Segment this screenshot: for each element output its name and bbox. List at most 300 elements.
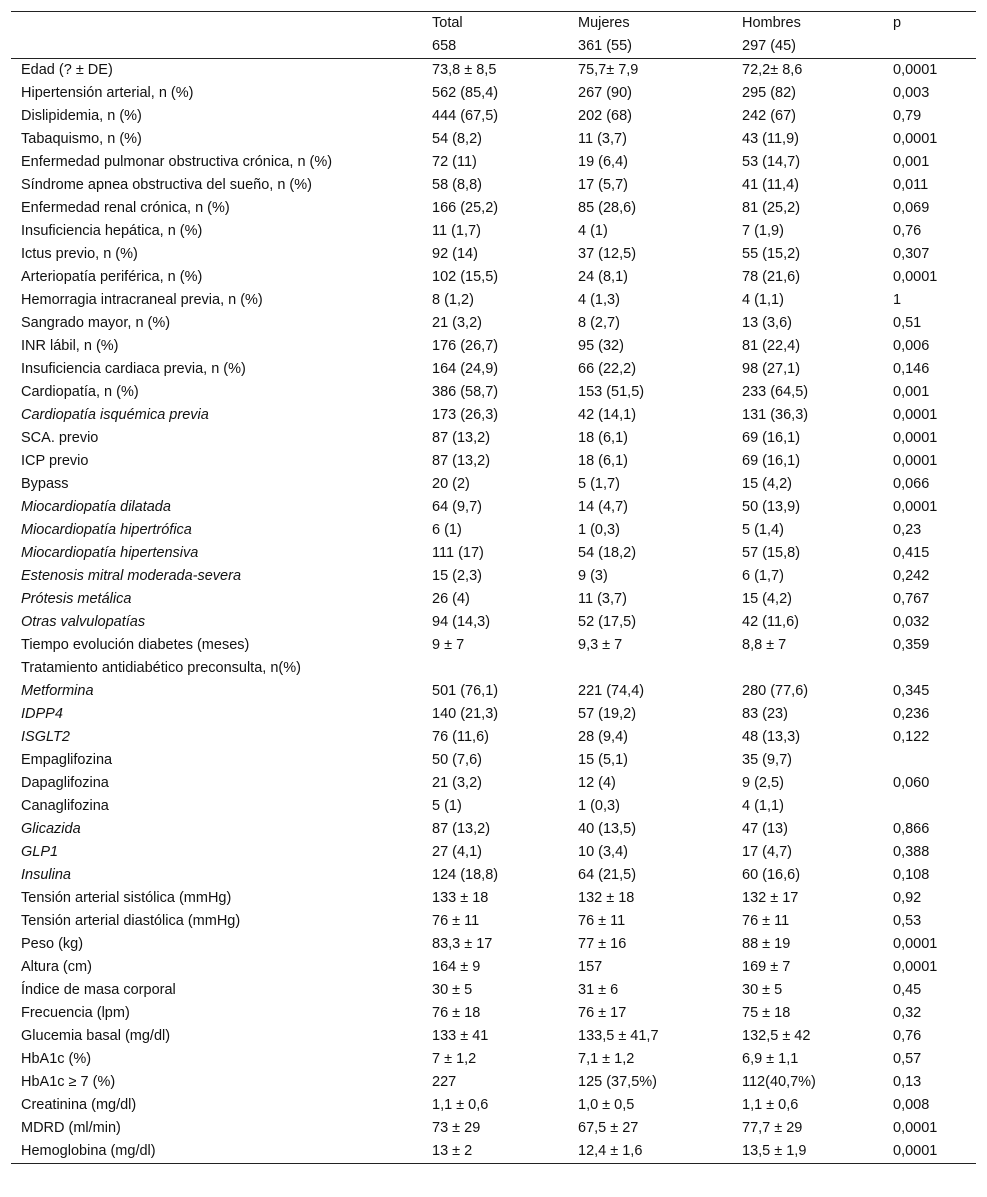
cell-p-value: 0,0001 — [893, 430, 938, 446]
row-label: Tensión arterial diastólica (mmHg) — [21, 913, 241, 929]
cell-hombres: 69 (16,1) — [742, 430, 801, 446]
cell-total: 227 — [432, 1074, 457, 1090]
cell-mujeres: 9 (3) — [578, 568, 608, 584]
row-label: ISGLT2 — [21, 729, 70, 745]
table-row — [11, 312, 976, 335]
row-label: Dapaglifozina — [21, 775, 109, 791]
table-row — [11, 289, 976, 312]
cell-total: 76 ± 11 — [432, 913, 480, 929]
cell-p-value: 0,76 — [893, 223, 922, 239]
row-label: Insuficiencia hepática, n (%) — [21, 223, 203, 239]
row-label: INR lábil, n (%) — [21, 338, 119, 354]
cell-hombres: 83 (23) — [742, 706, 788, 722]
cell-p-value: 0,011 — [893, 177, 929, 193]
row-label: Peso (kg) — [21, 936, 84, 952]
table-row — [11, 358, 976, 381]
cell-p-value: 0,008 — [893, 1097, 930, 1113]
table-row — [11, 910, 976, 933]
table-row — [11, 703, 976, 726]
count-p — [883, 35, 976, 59]
cell-mujeres: 52 (17,5) — [578, 614, 637, 630]
cell-hombres: 50 (13,9) — [742, 499, 801, 515]
cell-total: 87 (13,2) — [432, 453, 491, 469]
row-label: Tensión arterial sistólica (mmHg) — [21, 890, 232, 906]
cell-mujeres: 37 (12,5) — [578, 246, 637, 262]
table-row — [11, 128, 976, 151]
cell-mujeres: 31 ± 6 — [578, 982, 619, 998]
cell-mujeres: 66 (22,2) — [578, 361, 637, 377]
row-label: Prótesis metálica — [21, 591, 132, 607]
cell-total: 5 (1) — [432, 798, 462, 814]
row-label: HbA1c (%) — [21, 1051, 92, 1067]
table-row — [11, 450, 976, 473]
table-row — [11, 795, 976, 818]
cell-p-value: 0,0001 — [893, 407, 938, 423]
cell-mujeres: 5 (1,7) — [578, 476, 620, 492]
cell-mujeres: 77 ± 16 — [578, 936, 627, 952]
cell-p-value: 0,032 — [893, 614, 930, 630]
row-label: Bypass — [21, 476, 69, 492]
cell-p-value: 0,0001 — [893, 959, 938, 975]
cell-p-value: 0,53 — [893, 913, 922, 929]
cell-mujeres: 54 (18,2) — [578, 545, 637, 561]
cell-total: 164 (24,9) — [432, 361, 499, 377]
cell-hombres: 9 (2,5) — [742, 775, 784, 791]
cell-p-value: 0,060 — [893, 775, 930, 791]
row-label: ICP previo — [21, 453, 89, 469]
cell-p-value — [883, 795, 976, 818]
table-row — [11, 82, 976, 105]
table-row — [11, 749, 976, 772]
table-row — [11, 565, 976, 588]
cell-total: 94 (14,3) — [432, 614, 491, 630]
cell-mujeres: 10 (3,4) — [578, 844, 628, 860]
cell-p-value: 0,069 — [893, 200, 930, 216]
cell-p-value: 0,001 — [893, 154, 930, 170]
cell-hombres: 13,5 ± 1,9 — [732, 1140, 883, 1164]
table-row — [11, 1140, 976, 1164]
table-row — [11, 519, 976, 542]
cell-total: 87 (13,2) — [432, 430, 491, 446]
cell-hombres: 5 (1,4) — [742, 522, 784, 538]
row-label: Otras valvulopatías — [21, 614, 146, 630]
cell-mujeres: 64 (21,5) — [578, 867, 637, 883]
cell-total: 72 (11) — [432, 154, 477, 170]
cell-mujeres: 75,7± 7,9 — [578, 62, 639, 78]
cell-mujeres: 7,1 ± 1,2 — [578, 1051, 635, 1067]
table-row — [11, 174, 976, 197]
cell-hombres: 7 (1,9) — [742, 223, 784, 239]
cell-mujeres: 157 — [578, 959, 603, 975]
row-label: Insulina — [21, 867, 71, 883]
cell-mujeres: 125 (37,5%) — [578, 1074, 657, 1090]
cell-hombres: 6,9 ± 1,1 — [742, 1051, 799, 1067]
table-row — [11, 864, 976, 887]
cell-mujeres: 67,5 ± 27 — [578, 1120, 639, 1136]
row-label: GLP1 — [21, 844, 59, 860]
row-label: Glicazida — [21, 821, 81, 837]
row-label: Empaglifozina — [21, 752, 113, 768]
cell-hombres: 15 (4,2) — [742, 591, 792, 607]
table-row — [11, 956, 976, 979]
cell-mujeres: 28 (9,4) — [578, 729, 628, 745]
cell-total: 176 (26,7) — [432, 338, 499, 354]
cell-p-value — [883, 657, 976, 680]
row-label: Miocardiopatía dilatada — [21, 499, 171, 515]
row-label: Hipertensión arterial, n (%) — [21, 85, 194, 101]
cell-mujeres: 76 ± 11 — [578, 913, 626, 929]
cell-hombres: 98 (27,1) — [742, 361, 801, 377]
cell-mujeres: 267 (90) — [578, 85, 633, 101]
cell-hombres: 242 (67) — [742, 108, 797, 124]
cell-mujeres: 57 (19,2) — [578, 706, 637, 722]
cell-mujeres: 40 (13,5) — [578, 821, 637, 837]
table-row — [11, 841, 976, 864]
cell-total: 7 ± 1,2 — [432, 1051, 477, 1067]
cell-mujeres: 17 (5,7) — [578, 177, 628, 193]
count-empty — [11, 35, 422, 59]
table-row — [11, 243, 976, 266]
cell-total: 30 ± 5 — [432, 982, 473, 998]
cell-p-value: 0,32 — [893, 1005, 922, 1021]
row-label: Enfermedad renal crónica, n (%) — [21, 200, 230, 216]
cell-hombres: 1,1 ± 0,6 — [742, 1097, 799, 1113]
table-row — [11, 772, 976, 795]
cell-total: 73 ± 29 — [432, 1120, 481, 1136]
row-label: Dislipidemia, n (%) — [21, 108, 142, 124]
row-label: Índice de masa corporal — [21, 982, 176, 998]
row-label: MDRD (ml/min) — [21, 1120, 121, 1136]
row-label: IDPP4 — [21, 706, 63, 722]
cell-mujeres: 18 (6,1) — [578, 453, 628, 469]
row-label: SCA. previo — [21, 430, 99, 446]
cell-hombres: 132,5 ± 42 — [742, 1028, 811, 1044]
cell-total: 8 (1,2) — [432, 292, 474, 308]
row-label: Enfermedad pulmonar obstructiva crónica, n (%) — [21, 154, 333, 170]
cell-total: 21 (3,2) — [432, 775, 482, 791]
table-row — [11, 335, 976, 358]
row-label: Metformina — [21, 683, 94, 699]
cell-mujeres: 1 (0,3) — [578, 798, 620, 814]
cell-hombres: 72,2± 8,6 — [742, 62, 803, 78]
cell-hombres: 17 (4,7) — [742, 844, 792, 860]
cell-p-value: 0,0001 — [883, 1140, 976, 1164]
cell-hombres: 13 (3,6) — [742, 315, 792, 331]
header-mujeres: Mujeres — [568, 12, 732, 36]
table-row — [11, 588, 976, 611]
cell-p-value: 0,45 — [893, 982, 922, 998]
cell-p-value: 0,23 — [893, 522, 922, 538]
cell-mujeres: 202 (68) — [578, 108, 633, 124]
table-row — [11, 105, 976, 128]
cell-total: 562 (85,4) — [432, 85, 499, 101]
cell-total: 26 (4) — [432, 591, 470, 607]
cell-p-value: 0,76 — [893, 1028, 922, 1044]
cell-total: 21 (3,2) — [432, 315, 482, 331]
table-row — [11, 818, 976, 841]
cell-total: 11 (1,7) — [432, 223, 481, 239]
cell-total: 1,1 ± 0,6 — [432, 1097, 489, 1113]
cell-hombres: 53 (14,7) — [742, 154, 801, 170]
table-row — [11, 496, 976, 519]
cell-total: 73,8 ± 8,5 — [432, 62, 497, 78]
table-row — [11, 404, 976, 427]
cell-p-value: 0,066 — [893, 476, 930, 492]
cell-hombres: 112(40,7%) — [742, 1074, 816, 1090]
cell-p-value — [883, 749, 976, 772]
cell-hombres: 280 (77,6) — [742, 683, 809, 699]
cell-p-value: 0,0001 — [893, 499, 938, 515]
table-row — [11, 1117, 976, 1140]
cell-total: 6 (1) — [432, 522, 462, 538]
cell-p-value: 0,0001 — [893, 936, 938, 952]
row-label: Tabaquismo, n (%) — [21, 131, 142, 147]
count-mujeres: 361 (55) — [568, 35, 732, 59]
cell-p-value: 0,122 — [893, 729, 930, 745]
cell-hombres: 81 (25,2) — [742, 200, 801, 216]
cell-p-value: 0,0001 — [893, 453, 938, 469]
table-row — [11, 59, 976, 83]
cell-hombres: 132 ± 17 — [742, 890, 799, 906]
cell-p-value: 1 — [893, 292, 902, 308]
cell-total: 54 (8,2) — [432, 131, 482, 147]
cell-hombres — [732, 657, 883, 680]
cell-hombres: 57 (15,8) — [742, 545, 801, 561]
cell-total: 111 (17) — [432, 545, 484, 561]
cell-p-value: 0,236 — [893, 706, 930, 722]
row-label: Sangrado mayor, n (%) — [21, 315, 171, 331]
cell-p-value: 0,866 — [893, 821, 930, 837]
cell-total: 133 ± 18 — [432, 890, 489, 906]
cell-mujeres: 18 (6,1) — [578, 430, 628, 446]
cell-mujeres: 85 (28,6) — [578, 200, 637, 216]
cell-mujeres: 4 (1,3) — [578, 292, 620, 308]
cell-total — [422, 657, 568, 680]
cell-hombres: 81 (22,4) — [742, 338, 801, 354]
cell-p-value: 0,108 — [893, 867, 930, 883]
table-row — [11, 1094, 976, 1117]
cell-mujeres: 11 (3,7) — [578, 591, 627, 607]
cell-mujeres: 15 (5,1) — [578, 752, 628, 768]
characteristics-table — [11, 11, 976, 1164]
table-row — [11, 887, 976, 910]
cell-hombres: 42 (11,6) — [742, 614, 799, 630]
cell-hombres: 8,8 ± 7 — [742, 637, 787, 653]
cell-total: 140 (21,3) — [432, 706, 499, 722]
row-label: Tratamiento antidiabético preconsulta, n(%) — [21, 660, 301, 676]
cell-mujeres: 1,0 ± 0,5 — [578, 1097, 635, 1113]
row-label: Cardiopatía, n (%) — [21, 384, 139, 400]
cell-hombres: 4 (1,1) — [742, 292, 784, 308]
cell-p-value: 0,415 — [893, 545, 930, 561]
cell-p-value: 0,0001 — [893, 62, 938, 78]
cell-p-value: 0,345 — [893, 683, 930, 699]
header-row-labels — [11, 12, 976, 36]
table-row — [11, 473, 976, 496]
cell-total: 76 (11,6) — [432, 729, 489, 745]
cell-p-value: 0,92 — [893, 890, 922, 906]
cell-mujeres: 133,5 ± 41,7 — [578, 1028, 659, 1044]
cell-p-value: 0,006 — [893, 338, 930, 354]
row-label: Frecuencia (lpm) — [21, 1005, 130, 1021]
cell-mujeres: 9,3 ± 7 — [578, 637, 623, 653]
cell-hombres: 41 (11,4) — [742, 177, 799, 193]
cell-mujeres: 24 (8,1) — [578, 269, 628, 285]
cell-total: 9 ± 7 — [432, 637, 465, 653]
cell-mujeres: 12 (4) — [578, 775, 616, 791]
cell-p-value: 0,388 — [893, 844, 930, 860]
cell-mujeres: 14 (4,7) — [578, 499, 628, 515]
table-row — [11, 726, 976, 749]
table-row — [11, 197, 976, 220]
cell-total: 124 (18,8) — [432, 867, 499, 883]
cell-total: 386 (58,7) — [432, 384, 499, 400]
row-label: Insuficiencia cardiaca previa, n (%) — [21, 361, 246, 377]
table-row — [11, 634, 976, 657]
row-label: Ictus previo, n (%) — [21, 246, 138, 262]
count-hombres: 297 (45) — [732, 35, 883, 59]
table-row — [11, 680, 976, 703]
table-row — [11, 1071, 976, 1094]
table-header — [11, 12, 976, 59]
row-label: Altura (cm) — [21, 959, 92, 975]
cell-p-value: 0,79 — [893, 108, 922, 124]
table-body — [11, 59, 976, 1164]
header-empty — [11, 12, 422, 36]
cell-p-value: 0,242 — [893, 568, 930, 584]
row-label: Miocardiopatía hipertrófica — [21, 522, 192, 538]
table-row — [11, 1048, 976, 1071]
header-row-counts — [11, 35, 976, 59]
table-row — [11, 1002, 976, 1025]
header-p: p — [883, 12, 976, 36]
cell-hombres: 78 (21,6) — [742, 269, 801, 285]
table-row — [11, 266, 976, 289]
cell-p-value: 0,13 — [893, 1074, 922, 1090]
cell-mujeres: 221 (74,4) — [578, 683, 645, 699]
count-total: 658 — [422, 35, 568, 59]
row-label: Arteriopatía periférica, n (%) — [21, 269, 203, 285]
cell-hombres: 48 (13,3) — [742, 729, 801, 745]
cell-total: 20 (2) — [432, 476, 470, 492]
table-row — [11, 542, 976, 565]
cell-total: 92 (14) — [432, 246, 478, 262]
cell-total: 173 (26,3) — [432, 407, 499, 423]
cell-p-value: 0,359 — [893, 637, 930, 653]
cell-hombres: 47 (13) — [742, 821, 788, 837]
cell-hombres: 77,7 ± 29 — [742, 1120, 803, 1136]
cell-hombres: 4 (1,1) — [742, 798, 784, 814]
cell-hombres: 295 (82) — [742, 85, 797, 101]
cell-total: 83,3 ± 17 — [432, 936, 493, 952]
cell-total: 13 ± 2 — [422, 1140, 568, 1164]
row-label: Creatinina (mg/dl) — [21, 1097, 137, 1113]
row-label: HbA1c ≥ 7 (%) — [21, 1074, 116, 1090]
cell-total: 76 ± 18 — [432, 1005, 481, 1021]
row-label: Miocardiopatía hipertensiva — [21, 545, 199, 561]
cell-hombres: 69 (16,1) — [742, 453, 801, 469]
cell-p-value: 0,003 — [893, 85, 930, 101]
cell-total: 444 (67,5) — [432, 108, 499, 124]
header-total: Total — [422, 12, 568, 36]
cell-hombres: 55 (15,2) — [742, 246, 801, 262]
cell-hombres: 88 ± 19 — [742, 936, 791, 952]
cell-mujeres — [568, 657, 732, 680]
cell-total: 166 (25,2) — [432, 200, 499, 216]
table-row — [11, 933, 976, 956]
row-label: Glucemia basal (mg/dl) — [21, 1028, 171, 1044]
cell-p-value: 0,57 — [893, 1051, 922, 1067]
cell-total: 27 (4,1) — [432, 844, 482, 860]
cell-mujeres: 1 (0,3) — [578, 522, 620, 538]
cell-mujeres: 11 (3,7) — [578, 131, 627, 147]
cell-mujeres: 12,4 ± 1,6 — [568, 1140, 732, 1164]
cell-hombres: 76 ± 11 — [742, 913, 790, 929]
cell-total: 64 (9,7) — [432, 499, 482, 515]
cell-p-value: 0,307 — [893, 246, 930, 262]
cell-mujeres: 95 (32) — [578, 338, 624, 354]
cell-p-value: 0,0001 — [893, 269, 938, 285]
table-row — [11, 979, 976, 1002]
cell-hombres: 60 (16,6) — [742, 867, 801, 883]
row-label: Hemorragia intracraneal previa, n (%) — [21, 292, 263, 308]
table-row — [11, 1025, 976, 1048]
table-row — [11, 611, 976, 634]
cell-hombres: 43 (11,9) — [742, 131, 799, 147]
cell-p-value: 0,0001 — [893, 1120, 938, 1136]
cell-total: 87 (13,2) — [432, 821, 491, 837]
cell-hombres: 15 (4,2) — [742, 476, 792, 492]
table-row — [11, 427, 976, 450]
cell-hombres: 131 (36,3) — [742, 407, 809, 423]
cell-p-value: 0,0001 — [893, 131, 938, 147]
cell-mujeres: 19 (6,4) — [578, 154, 628, 170]
cell-total: 15 (2,3) — [432, 568, 482, 584]
row-label: Canaglifozina — [21, 798, 109, 814]
cell-hombres: 75 ± 18 — [742, 1005, 791, 1021]
table-row — [11, 657, 976, 680]
row-label: Tiempo evolución diabetes (meses) — [21, 637, 250, 653]
cell-total: 501 (76,1) — [432, 683, 499, 699]
row-label: Edad (? ± DE) — [21, 62, 113, 78]
cell-mujeres: 132 ± 18 — [578, 890, 635, 906]
cell-mujeres: 8 (2,7) — [578, 315, 620, 331]
table-row — [11, 151, 976, 174]
cell-total: 102 (15,5) — [432, 269, 499, 285]
cell-hombres: 6 (1,7) — [742, 568, 784, 584]
cell-total: 164 ± 9 — [432, 959, 481, 975]
cell-mujeres: 153 (51,5) — [578, 384, 645, 400]
cell-total: 58 (8,8) — [432, 177, 482, 193]
cell-hombres: 169 ± 7 — [742, 959, 791, 975]
row-label: Hemoglobina (mg/dl) — [11, 1140, 422, 1164]
row-label: Síndrome apnea obstructiva del sueño, n (%) — [21, 177, 312, 193]
cell-total: 133 ± 41 — [432, 1028, 489, 1044]
cell-total: 50 (7,6) — [432, 752, 482, 768]
cell-mujeres: 42 (14,1) — [578, 407, 637, 423]
table-row — [11, 381, 976, 404]
cell-p-value: 0,001 — [893, 384, 930, 400]
cell-hombres: 30 ± 5 — [742, 982, 783, 998]
cell-hombres: 35 (9,7) — [742, 752, 792, 768]
cell-p-value: 0,146 — [893, 361, 930, 377]
cell-p-value: 0,767 — [893, 591, 930, 607]
row-label: Cardiopatía isquémica previa — [21, 407, 209, 423]
cell-p-value: 0,51 — [893, 315, 922, 331]
cell-mujeres: 76 ± 17 — [578, 1005, 627, 1021]
cell-hombres: 233 (64,5) — [742, 384, 809, 400]
table-row — [11, 220, 976, 243]
